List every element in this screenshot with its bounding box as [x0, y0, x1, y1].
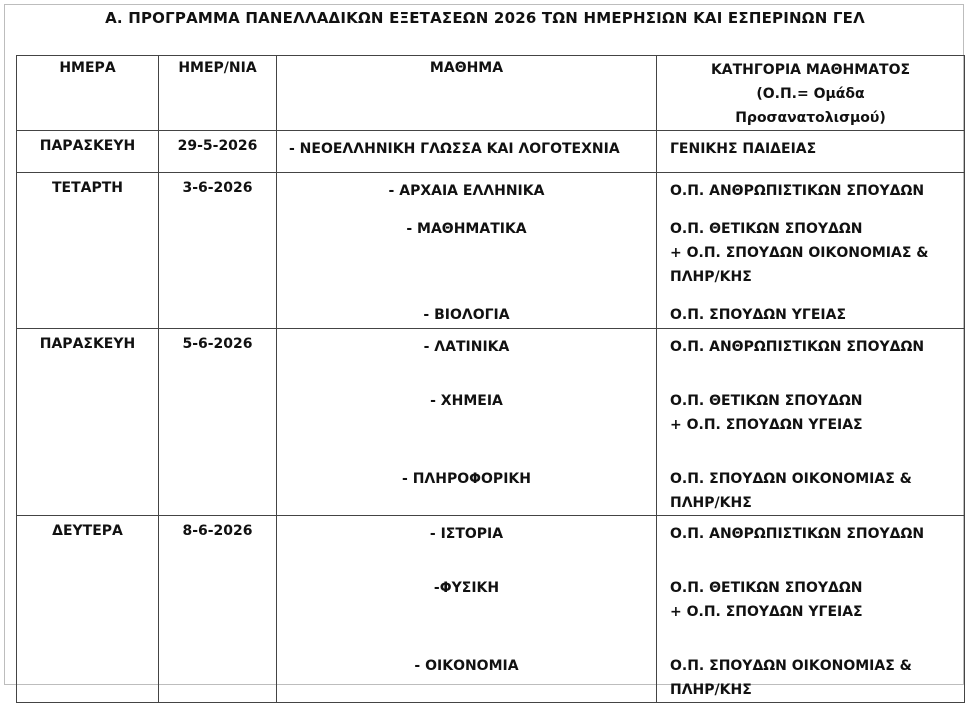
exam-schedule-table: [16, 55, 965, 703]
table-row: [17, 329, 965, 516]
category-line: Ο.Π. ΣΠΟΥΔΩΝ ΥΓΕΙΑΣ: [670, 307, 847, 323]
category-line: ΠΛΗΡ/ΚΗΣ: [670, 682, 752, 698]
category-line: Ο.Π. ΘΕΤΙΚΩΝ ΣΠΟΥΔΩΝ: [670, 393, 863, 409]
header-category-line1: ΚΑΤΗΓΟΡΙΑ ΜΑΘΗΜΑΤΟΣ: [710, 62, 911, 78]
category-line: Ο.Π. ΑΝΘΡΩΠΙΣΤΙΚΩΝ ΣΠΟΥΔΩΝ: [670, 339, 925, 355]
document-title: Α. ΠΡΟΓΡΑΜΜΑ ΠΑΝΕΛΛΑΔΙΚΩΝ ΕΞΕΤΑΣΕΩΝ 2026 ΤΩΝ ΗΜΕΡΗΣΙΩΝ ΚΑΙ ΕΣΠΕΡΙΝΩΝ ΓΕΛ: [105, 9, 865, 27]
header-category-line2: (Ο.Π.= Ομάδα: [756, 86, 865, 102]
exam-subject: -ΦΥΣΙΚΗ: [433, 580, 500, 596]
exam-subject: - ΜΑΘΗΜΑΤΙΚΑ: [406, 221, 527, 237]
subject-cell: [277, 173, 657, 329]
category-cell: [657, 131, 965, 173]
exam-subject: - ΑΡΧΑΙΑ ΕΛΛΗΝΙΚΑ: [388, 183, 545, 199]
exam-category: [657, 137, 964, 161]
subject-cell: [277, 329, 657, 516]
exam-subject: - ΝΕΟΕΛΛΗΝΙΚΗ ΓΛΩΣΣΑ ΚΑΙ ΛΟΓΟΤΕΧΝΙΑ: [289, 141, 620, 157]
category-line: Ο.Π. ΣΠΟΥΔΩΝ ΟΙΚΟΝΟΜΙΑΣ &: [670, 658, 912, 674]
header-day: ΗΜΕΡΑ: [17, 56, 159, 131]
table-row: [17, 516, 965, 703]
exam-category: [657, 467, 964, 515]
category-line: Ο.Π. ΑΝΘΡΩΠΙΣΤΙΚΩΝ ΣΠΟΥΔΩΝ: [670, 183, 925, 199]
table-row: [17, 131, 965, 173]
header-date: ΗΜΕΡ/ΝΙΑ: [159, 56, 277, 131]
category-line: ΠΛΗΡ/ΚΗΣ: [670, 269, 752, 285]
category-cell: [657, 516, 965, 703]
exam-subject: - ΙΣΤΟΡΙΑ: [429, 526, 504, 542]
exam-category: [657, 576, 964, 624]
category-line: + Ο.Π. ΣΠΟΥΔΩΝ ΥΓΕΙΑΣ: [670, 604, 863, 620]
day-cell: ΠΑΡΑΣΚΕΥΗ: [17, 329, 159, 516]
exam-subject: - ΒΙΟΛΟΓΙΑ: [423, 307, 510, 323]
exam-subject: - ΟΙΚΟΝΟΜΙΑ: [414, 658, 519, 674]
date-cell: 8-6-2026: [159, 516, 277, 703]
subject-cell: [277, 516, 657, 703]
category-line: Ο.Π. ΘΕΤΙΚΩΝ ΣΠΟΥΔΩΝ: [670, 221, 863, 237]
table-row: [17, 173, 965, 329]
exam-category: [657, 217, 964, 289]
subject-cell: [277, 131, 657, 173]
category-line: Ο.Π. ΣΠΟΥΔΩΝ ΟΙΚΟΝΟΜΙΑΣ &: [670, 471, 912, 487]
exam-category: [657, 389, 964, 437]
category-line: ΠΛΗΡ/ΚΗΣ: [670, 495, 752, 511]
category-line: + Ο.Π. ΣΠΟΥΔΩΝ ΥΓΕΙΑΣ: [670, 417, 863, 433]
category-line: + Ο.Π. ΣΠΟΥΔΩΝ ΟΙΚΟΝΟΜΙΑΣ &: [670, 245, 929, 261]
exam-subject: - ΠΛΗΡΟΦΟΡΙΚΗ: [402, 471, 531, 487]
exam-category: [657, 335, 964, 359]
exam-category: [657, 654, 964, 702]
header-category: [657, 56, 965, 131]
date-cell: 3-6-2026: [159, 173, 277, 329]
exam-category: [657, 179, 964, 203]
exam-subject: - ΛΑΤΙΝΙΚΑ: [423, 339, 510, 355]
category-cell: [657, 173, 965, 329]
table-header-row: [17, 56, 965, 131]
category-cell: [657, 329, 965, 516]
header-subject: ΜΑΘΗΜΑ: [277, 56, 657, 131]
category-line: ΓΕΝΙΚΗΣ ΠΑΙΔΕΙΑΣ: [670, 141, 817, 157]
exam-category: [657, 303, 964, 327]
date-cell: 29-5-2026: [159, 131, 277, 173]
exam-category: [657, 522, 964, 546]
exam-subject: - ΧΗΜΕΙΑ: [430, 393, 503, 409]
day-cell: ΤΕΤΑΡΤΗ: [17, 173, 159, 329]
day-cell: ΔΕΥΤΕΡΑ: [17, 516, 159, 703]
header-category-line3: Προσανατολισμού): [735, 110, 886, 126]
category-line: Ο.Π. ΘΕΤΙΚΩΝ ΣΠΟΥΔΩΝ: [670, 580, 863, 596]
date-cell: 5-6-2026: [159, 329, 277, 516]
day-cell: ΠΑΡΑΣΚΕΥΗ: [17, 131, 159, 173]
category-line: Ο.Π. ΑΝΘΡΩΠΙΣΤΙΚΩΝ ΣΠΟΥΔΩΝ: [670, 526, 925, 542]
